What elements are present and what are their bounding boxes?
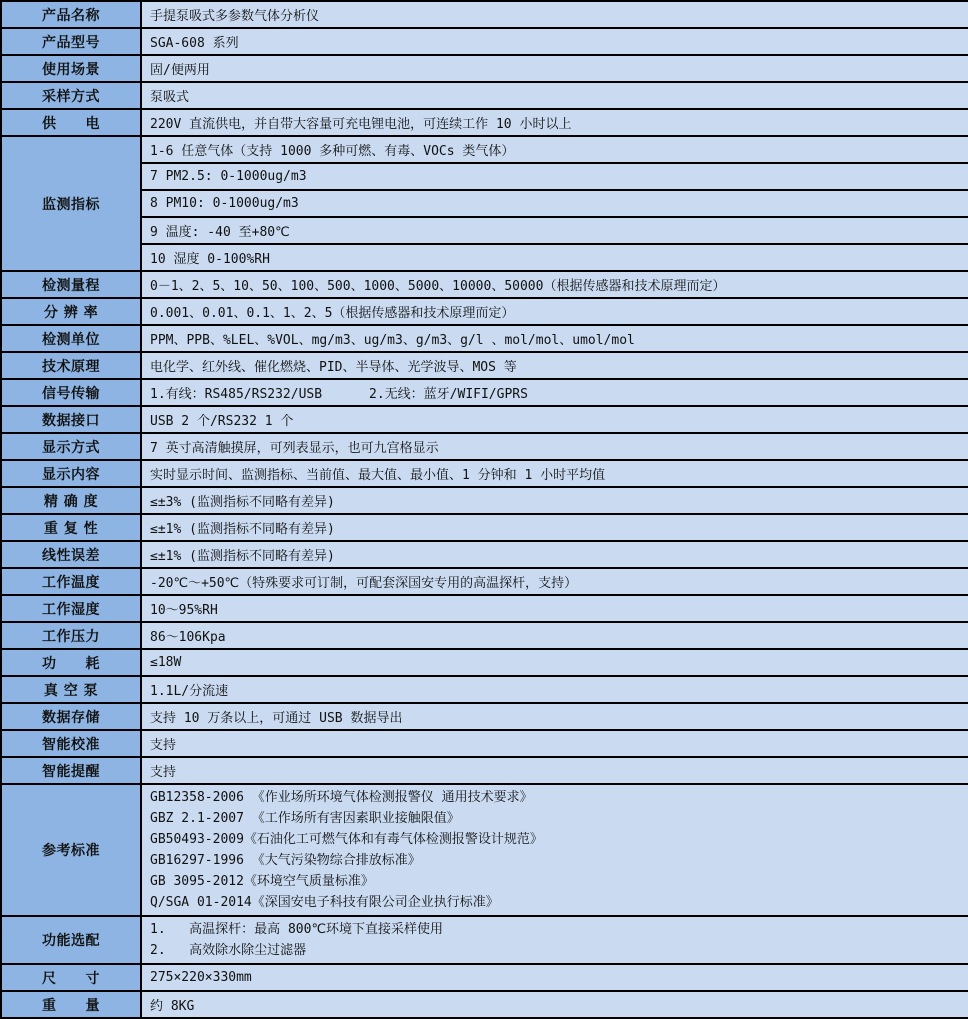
spec-value-cell	[141, 109, 968, 136]
spec-label-cell: 功 耗	[1, 649, 141, 676]
spec-value-text: USB 2 个/RS232 1 个	[150, 414, 294, 429]
spec-label-cell: 使用场景	[1, 55, 141, 82]
spec-row	[1, 82, 968, 109]
spec-value-text: ≤±1% (监测指标不同略有差异)	[150, 522, 335, 537]
spec-value-cell	[141, 514, 968, 541]
spec-value-text: GB16297-1996 《大气污染物综合排放标准》	[150, 853, 421, 868]
spec-value-cell	[141, 55, 968, 82]
spec-row	[1, 109, 968, 136]
spec-value-text: GBZ 2.1-2007 《工作场所有害因素职业接触限值》	[150, 811, 460, 826]
spec-label-cell: 产品名称	[1, 1, 141, 28]
spec-value-text: 支持 10 万条以上，可通过 USB 数据导出	[150, 711, 403, 726]
spec-value-cell	[141, 568, 968, 595]
spec-value-cell	[141, 190, 968, 217]
spec-row	[1, 298, 968, 325]
spec-value-cell	[141, 964, 968, 991]
spec-row	[1, 487, 968, 514]
spec-row	[1, 784, 968, 916]
spec-value-text: 支持	[150, 738, 177, 753]
spec-value-text: 实时显示时间、监测指标、当前值、最大值、最小值、1 分钟和 1 小时平均值	[150, 468, 606, 483]
spec-row	[1, 703, 968, 730]
spec-row	[1, 730, 968, 757]
spec-value-text: 0.001、0.01、0.1、1、2、5（根据传感器和技术原理而定）	[150, 306, 515, 321]
spec-label-cell: 信号传输	[1, 379, 141, 406]
spec-value-cell	[141, 595, 968, 622]
spec-label-cell: 数据接口	[1, 406, 141, 433]
spec-row	[1, 406, 968, 433]
spec-sub-row	[1, 136, 968, 163]
spec-label-cell: 工作温度	[1, 568, 141, 595]
spec-label-cell: 真 空 泵	[1, 676, 141, 703]
spec-row	[1, 964, 968, 991]
spec-row	[1, 514, 968, 541]
spec-label-cell: 重 量	[1, 991, 141, 1018]
spec-label-cell: 检测单位	[1, 325, 141, 352]
spec-value-text: 9 温度: -40 至+80℃	[150, 225, 290, 240]
spec-row	[1, 757, 968, 784]
spec-sub-row	[1, 217, 968, 244]
spec-value-cell	[141, 244, 968, 271]
spec-value-cell	[141, 916, 968, 964]
spec-value-cell	[141, 298, 968, 325]
spec-sub-row	[1, 190, 968, 217]
spec-label-cell: 线性误差	[1, 541, 141, 568]
spec-value-text: 10 湿度 0-100%RH	[150, 252, 270, 267]
spec-label-cell: 精 确 度	[1, 487, 141, 514]
spec-value-text: 固/便两用	[150, 63, 210, 78]
spec-label-cell: 检测量程	[1, 271, 141, 298]
spec-row	[1, 271, 968, 298]
spec-value-text: SGA-608 系列	[150, 36, 239, 51]
spec-value-text: 86～106Kpa	[150, 630, 226, 645]
spec-value-text: 2. 高效除水除尘过滤器	[150, 943, 307, 958]
spec-sub-row	[1, 244, 968, 271]
spec-sub-row	[1, 163, 968, 190]
spec-row	[1, 916, 968, 964]
spec-value-cell	[141, 28, 968, 55]
spec-value-text: 手提泵吸式多参数气体分析仪	[150, 9, 320, 24]
product-spec-table-body	[1, 1, 968, 1018]
spec-value-cell	[141, 487, 968, 514]
spec-value-text: ≤±3% (监测指标不同略有差异)	[150, 495, 335, 510]
spec-value-cell	[141, 271, 968, 298]
spec-row	[1, 1, 968, 28]
spec-row	[1, 325, 968, 352]
spec-value-text: Q/SGA 01-2014《深国安电子科技有限公司企业执行标准》	[150, 895, 499, 910]
spec-row	[1, 460, 968, 487]
spec-label-cell: 监测指标	[1, 136, 141, 271]
spec-value-cell	[141, 82, 968, 109]
spec-value-cell	[141, 784, 968, 916]
spec-value-text: 275×220×330mm	[150, 970, 252, 985]
spec-value-text: 1.有线：RS485/RS232/USB 2.无线：蓝牙/WIFI/GPRS	[150, 387, 528, 402]
spec-row	[1, 676, 968, 703]
spec-value-text: 电化学、红外线、催化燃烧、PID、半导体、光学波导、MOS 等	[150, 360, 517, 375]
spec-value-text: 220V 直流供电，并自带大容量可充电锂电池，可连续工作 10 小时以上	[150, 117, 572, 132]
spec-label-cell: 数据存储	[1, 703, 141, 730]
spec-value-text: 0－1、2、5、10、50、100、500、1000、5000、10000、50000（根据传感器和技术原理而定）	[150, 279, 726, 294]
spec-row	[1, 379, 968, 406]
spec-row	[1, 991, 968, 1018]
spec-label-cell: 产品型号	[1, 28, 141, 55]
spec-label-cell: 工作湿度	[1, 595, 141, 622]
spec-value-cell	[141, 757, 968, 784]
spec-label-cell: 智能校准	[1, 730, 141, 757]
spec-value-text: GB 3095-2012《环境空气质量标准》	[150, 874, 374, 889]
spec-value-cell	[141, 622, 968, 649]
spec-value-text: 支持	[150, 765, 177, 780]
spec-value-text: 1.1L/分流速	[150, 684, 229, 699]
spec-value-cell	[141, 136, 968, 163]
spec-value-text: ≤±1% (监测指标不同略有差异)	[150, 549, 335, 564]
spec-value-text: 约 8KG	[150, 999, 195, 1014]
spec-value-cell	[141, 325, 968, 352]
spec-value-cell	[141, 406, 968, 433]
spec-label-cell: 显示内容	[1, 460, 141, 487]
spec-label-cell: 功能选配	[1, 916, 141, 964]
spec-value-cell	[141, 649, 968, 676]
spec-value-cell	[141, 433, 968, 460]
spec-row	[1, 568, 968, 595]
spec-label-cell: 重 复 性	[1, 514, 141, 541]
spec-value-cell	[141, 730, 968, 757]
spec-row	[1, 433, 968, 460]
spec-value-text: 1. 高温探杆：最高 800℃环境下直接采样使用	[150, 922, 444, 937]
spec-row	[1, 55, 968, 82]
spec-row	[1, 622, 968, 649]
spec-value-cell	[141, 541, 968, 568]
spec-value-cell	[141, 352, 968, 379]
spec-value-text: PPM、PPB、%LEL、%VOL、mg/m3、ug/m3、g/m3、g/l 、mol/mol、umol/mol	[150, 333, 635, 348]
spec-label-cell: 技术原理	[1, 352, 141, 379]
spec-label-cell: 工作压力	[1, 622, 141, 649]
spec-value-cell	[141, 460, 968, 487]
spec-value-text: -20℃～+50℃（特殊要求可订制，可配套深国安专用的高温探杆，支持）	[150, 576, 578, 591]
spec-value-text: 7 PM2.5: 0-1000ug/m3	[150, 169, 307, 184]
spec-value-text: 7 英寸高清触摸屏，可列表显示，也可九宫格显示	[150, 441, 439, 456]
spec-label-cell: 智能提醒	[1, 757, 141, 784]
spec-label-cell: 尺 寸	[1, 964, 141, 991]
spec-label-cell: 供 电	[1, 109, 141, 136]
spec-label-cell: 显示方式	[1, 433, 141, 460]
spec-row	[1, 595, 968, 622]
spec-value-text: GB50493-2009《石油化工可燃气体和有毒气体检测报警设计规范》	[150, 832, 543, 847]
spec-value-cell	[141, 991, 968, 1018]
spec-value-text: GB12358-2006 《作业场所环境气体检测报警仪 通用技术要求》	[150, 790, 533, 805]
spec-value-cell	[141, 217, 968, 244]
spec-value-text: ≤18W	[150, 655, 182, 670]
spec-label-cell: 分 辨 率	[1, 298, 141, 325]
spec-value-text: 泵吸式	[150, 90, 190, 105]
spec-value-text: 1-6 任意气体（支持 1000 多种可燃、有毒、VOCs 类气体）	[150, 144, 515, 159]
spec-value-cell	[141, 1, 968, 28]
spec-label-cell: 采样方式	[1, 82, 141, 109]
spec-row	[1, 649, 968, 676]
spec-value-text: 10～95%RH	[150, 603, 218, 618]
spec-value-cell	[141, 676, 968, 703]
spec-label-cell: 参考标准	[1, 784, 141, 916]
spec-row	[1, 28, 968, 55]
spec-row	[1, 352, 968, 379]
spec-value-cell	[141, 163, 968, 190]
spec-row	[1, 541, 968, 568]
spec-value-cell	[141, 379, 968, 406]
spec-value-cell	[141, 703, 968, 730]
spec-value-text: 8 PM10: 0-1000ug/m3	[150, 196, 299, 211]
